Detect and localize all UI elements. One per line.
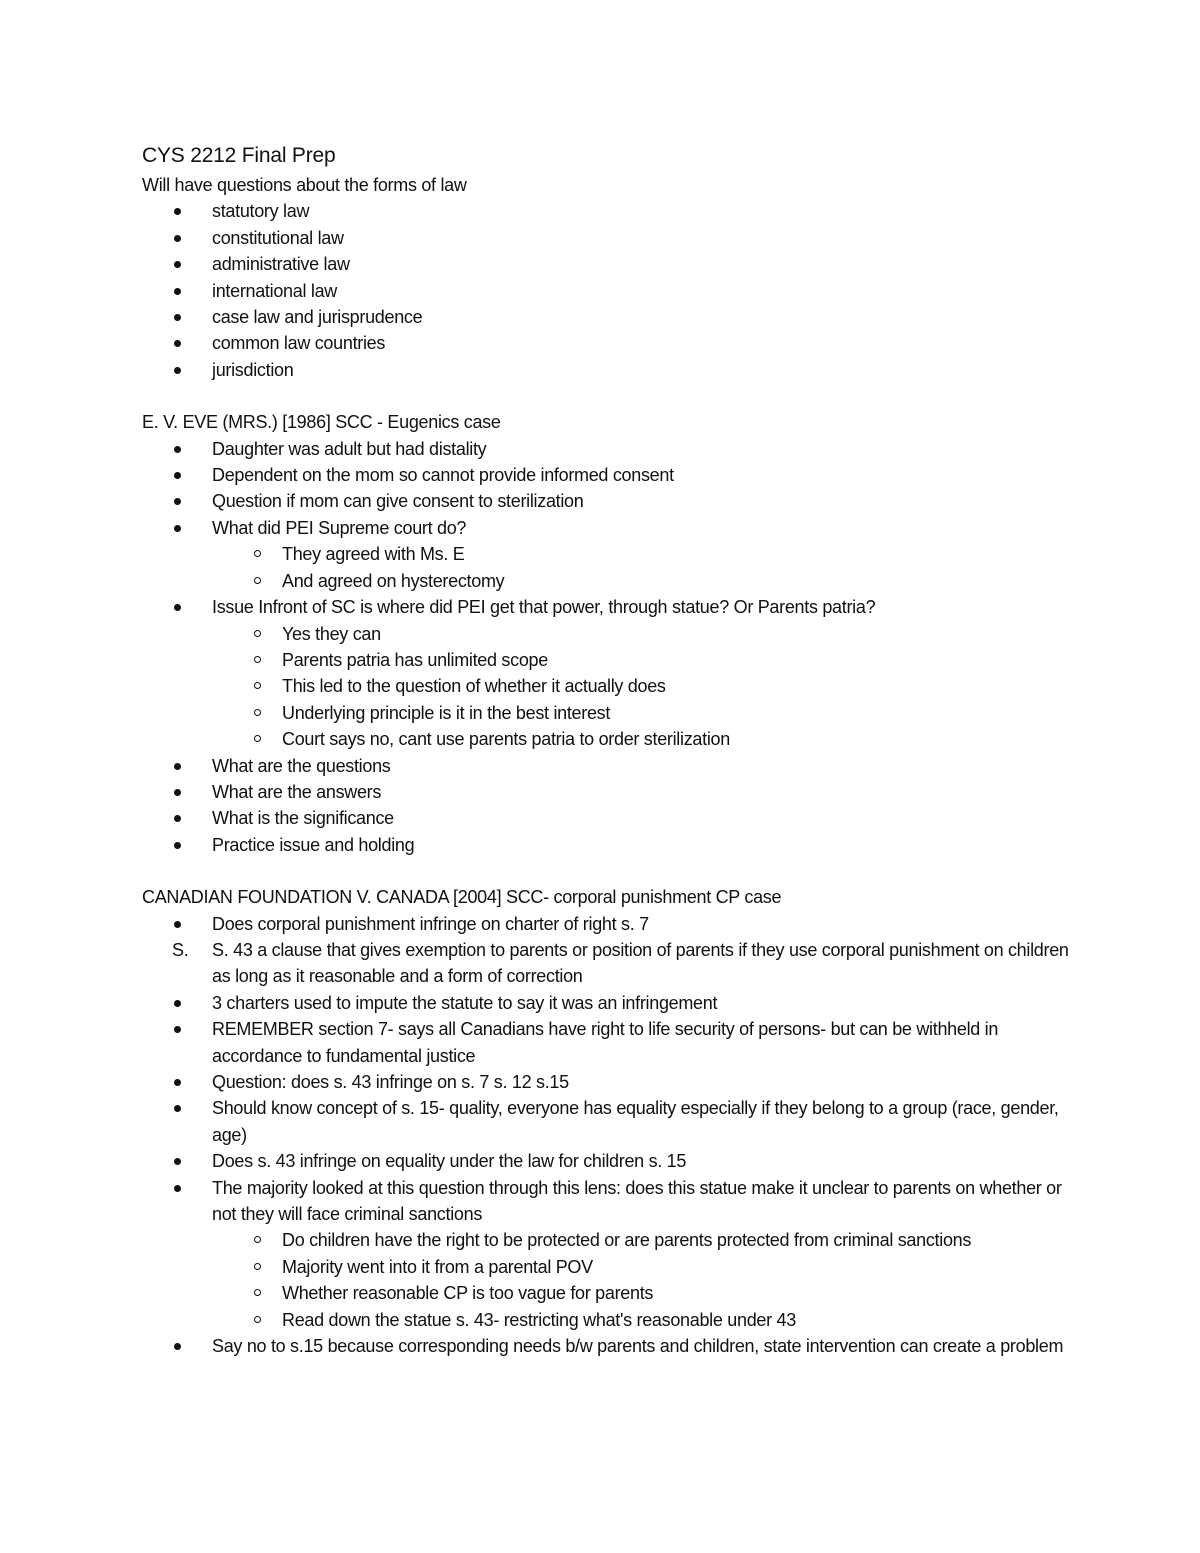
list-item: international law	[142, 278, 1072, 304]
case-heading-eve: E. V. EVE (MRS.) [1986] SCC - Eugenics case	[142, 412, 501, 433]
sub-list-item: Majority went into it from a parental POV	[142, 1254, 1072, 1280]
sub-list-item: Read down the statue s. 43- restricting what's reasonable under 43	[142, 1307, 1072, 1333]
list-item: Say no to s.15 because corresponding needs b/w parents and children, state intervention can create a problem	[142, 1333, 1072, 1359]
bullet-icon	[172, 515, 202, 541]
bullet-icon	[172, 330, 202, 356]
list-item: Issue Infront of SC is where did PEI get that power, through statue? Or Parents patria?	[142, 594, 1072, 620]
circle-bullet-icon	[252, 1307, 282, 1333]
sub-list-item: Parents patria has unlimited scope	[142, 647, 1072, 673]
circle-bullet-icon	[252, 621, 282, 647]
list-item: constitutional law	[142, 225, 1072, 251]
bullet-icon	[172, 436, 202, 462]
bullet-icon	[172, 488, 202, 514]
sub-list-item: Yes they can	[142, 621, 1072, 647]
list-item: Question if mom can give consent to sterilization	[142, 488, 1072, 514]
list-item: S. S. 43 a clause that gives exemption to parents or position of parents if they use corporal punishment on children as long as it reasonable and a form of correction	[142, 937, 1072, 990]
bullet-icon	[172, 1095, 202, 1121]
sub-list-item: And agreed on hysterectomy	[142, 568, 1072, 594]
list-item: case law and jurisprudence	[142, 304, 1072, 330]
list-item: administrative law	[142, 251, 1072, 277]
circle-bullet-icon	[252, 673, 282, 699]
list-item: Should know concept of s. 15- quality, everyone has equality especially if they belong to a group (race, gender, age)	[142, 1095, 1072, 1148]
bullet-icon	[172, 753, 202, 779]
forms-of-law-list	[142, 198, 1072, 383]
bullet-icon	[172, 779, 202, 805]
circle-bullet-icon	[252, 568, 282, 594]
list-item: common law countries	[142, 330, 1072, 356]
list-item: jurisdiction	[142, 357, 1072, 383]
list-item: REMEMBER section 7- says all Canadians have right to life security of persons- but can be withheld in accordance to fundamental justice	[142, 1016, 1072, 1069]
bullet-icon	[172, 198, 202, 224]
circle-bullet-icon	[252, 1227, 282, 1253]
list-item: What are the questions	[142, 753, 1072, 779]
bullet-icon	[172, 278, 202, 304]
bullet-icon	[172, 990, 202, 1016]
spacer	[142, 858, 1072, 884]
bullet-icon	[172, 805, 202, 831]
sub-list-item: Do children have the right to be protected or are parents protected from criminal sanctions	[142, 1227, 1072, 1253]
circle-bullet-icon	[252, 647, 282, 673]
bullet-icon	[172, 1016, 202, 1042]
case-canadian-foundation-list	[142, 911, 1072, 1360]
document-body	[142, 140, 1072, 1359]
case-heading-canadian-foundation: CANADIAN FOUNDATION V. CANADA [2004] SCC- corporal punishment CP case	[142, 887, 782, 908]
list-item: Does s. 43 infringe on equality under the law for children s. 15	[142, 1148, 1072, 1174]
bullet-icon	[172, 251, 202, 277]
list-item: statutory law	[142, 198, 1072, 224]
bullet-icon	[172, 1333, 202, 1359]
circle-bullet-icon	[252, 700, 282, 726]
sub-list-item: Whether reasonable CP is too vague for parents	[142, 1280, 1072, 1306]
intro-text: Will have questions about the forms of law	[142, 175, 467, 195]
list-item: Does corporal punishment infringe on charter of right s. 7	[142, 911, 1072, 937]
list-item: What are the answers	[142, 779, 1072, 805]
sub-list-item: This led to the question of whether it actually does	[142, 673, 1072, 699]
list-item: 3 charters used to impute the statute to say it was an infringement	[142, 990, 1072, 1016]
list-item: What is the significance	[142, 805, 1072, 831]
circle-bullet-icon	[252, 1280, 282, 1306]
spacer	[142, 383, 1072, 409]
list-item: The majority looked at this question through this lens: does this statue make it unclear to parents on whether or not they will face criminal sanctions	[142, 1175, 1072, 1228]
circle-bullet-icon	[252, 1254, 282, 1280]
list-item: Practice issue and holding	[142, 832, 1072, 858]
bullet-icon	[172, 357, 202, 383]
bullet-icon	[172, 304, 202, 330]
bullet-icon	[172, 1175, 202, 1201]
list-item: Daughter was adult but had distality	[142, 436, 1072, 462]
bullet-icon	[172, 594, 202, 620]
circle-bullet-icon	[252, 541, 282, 567]
circle-bullet-icon	[252, 726, 282, 752]
list-item: What did PEI Supreme court do?	[142, 515, 1072, 541]
document-title: CYS 2212 Final Prep	[142, 144, 336, 167]
bullet-icon	[172, 225, 202, 251]
sub-list-item: They agreed with Ms. E	[142, 541, 1072, 567]
list-item: Question: does s. 43 infringe on s. 7 s. 12 s.15	[142, 1069, 1072, 1095]
list-item: Dependent on the mom so cannot provide informed consent	[142, 462, 1072, 488]
sub-list-item: Court says no, cant use parents patria to order sterilization	[142, 726, 1072, 752]
bullet-icon	[172, 911, 202, 937]
bullet-icon	[172, 1069, 202, 1095]
bullet-icon	[172, 462, 202, 488]
case-eve-list	[142, 436, 1072, 859]
bullet-icon	[172, 832, 202, 858]
sub-list-item: Underlying principle is it in the best interest	[142, 700, 1072, 726]
section-marker: S.	[172, 939, 189, 960]
bullet-icon	[172, 1148, 202, 1174]
